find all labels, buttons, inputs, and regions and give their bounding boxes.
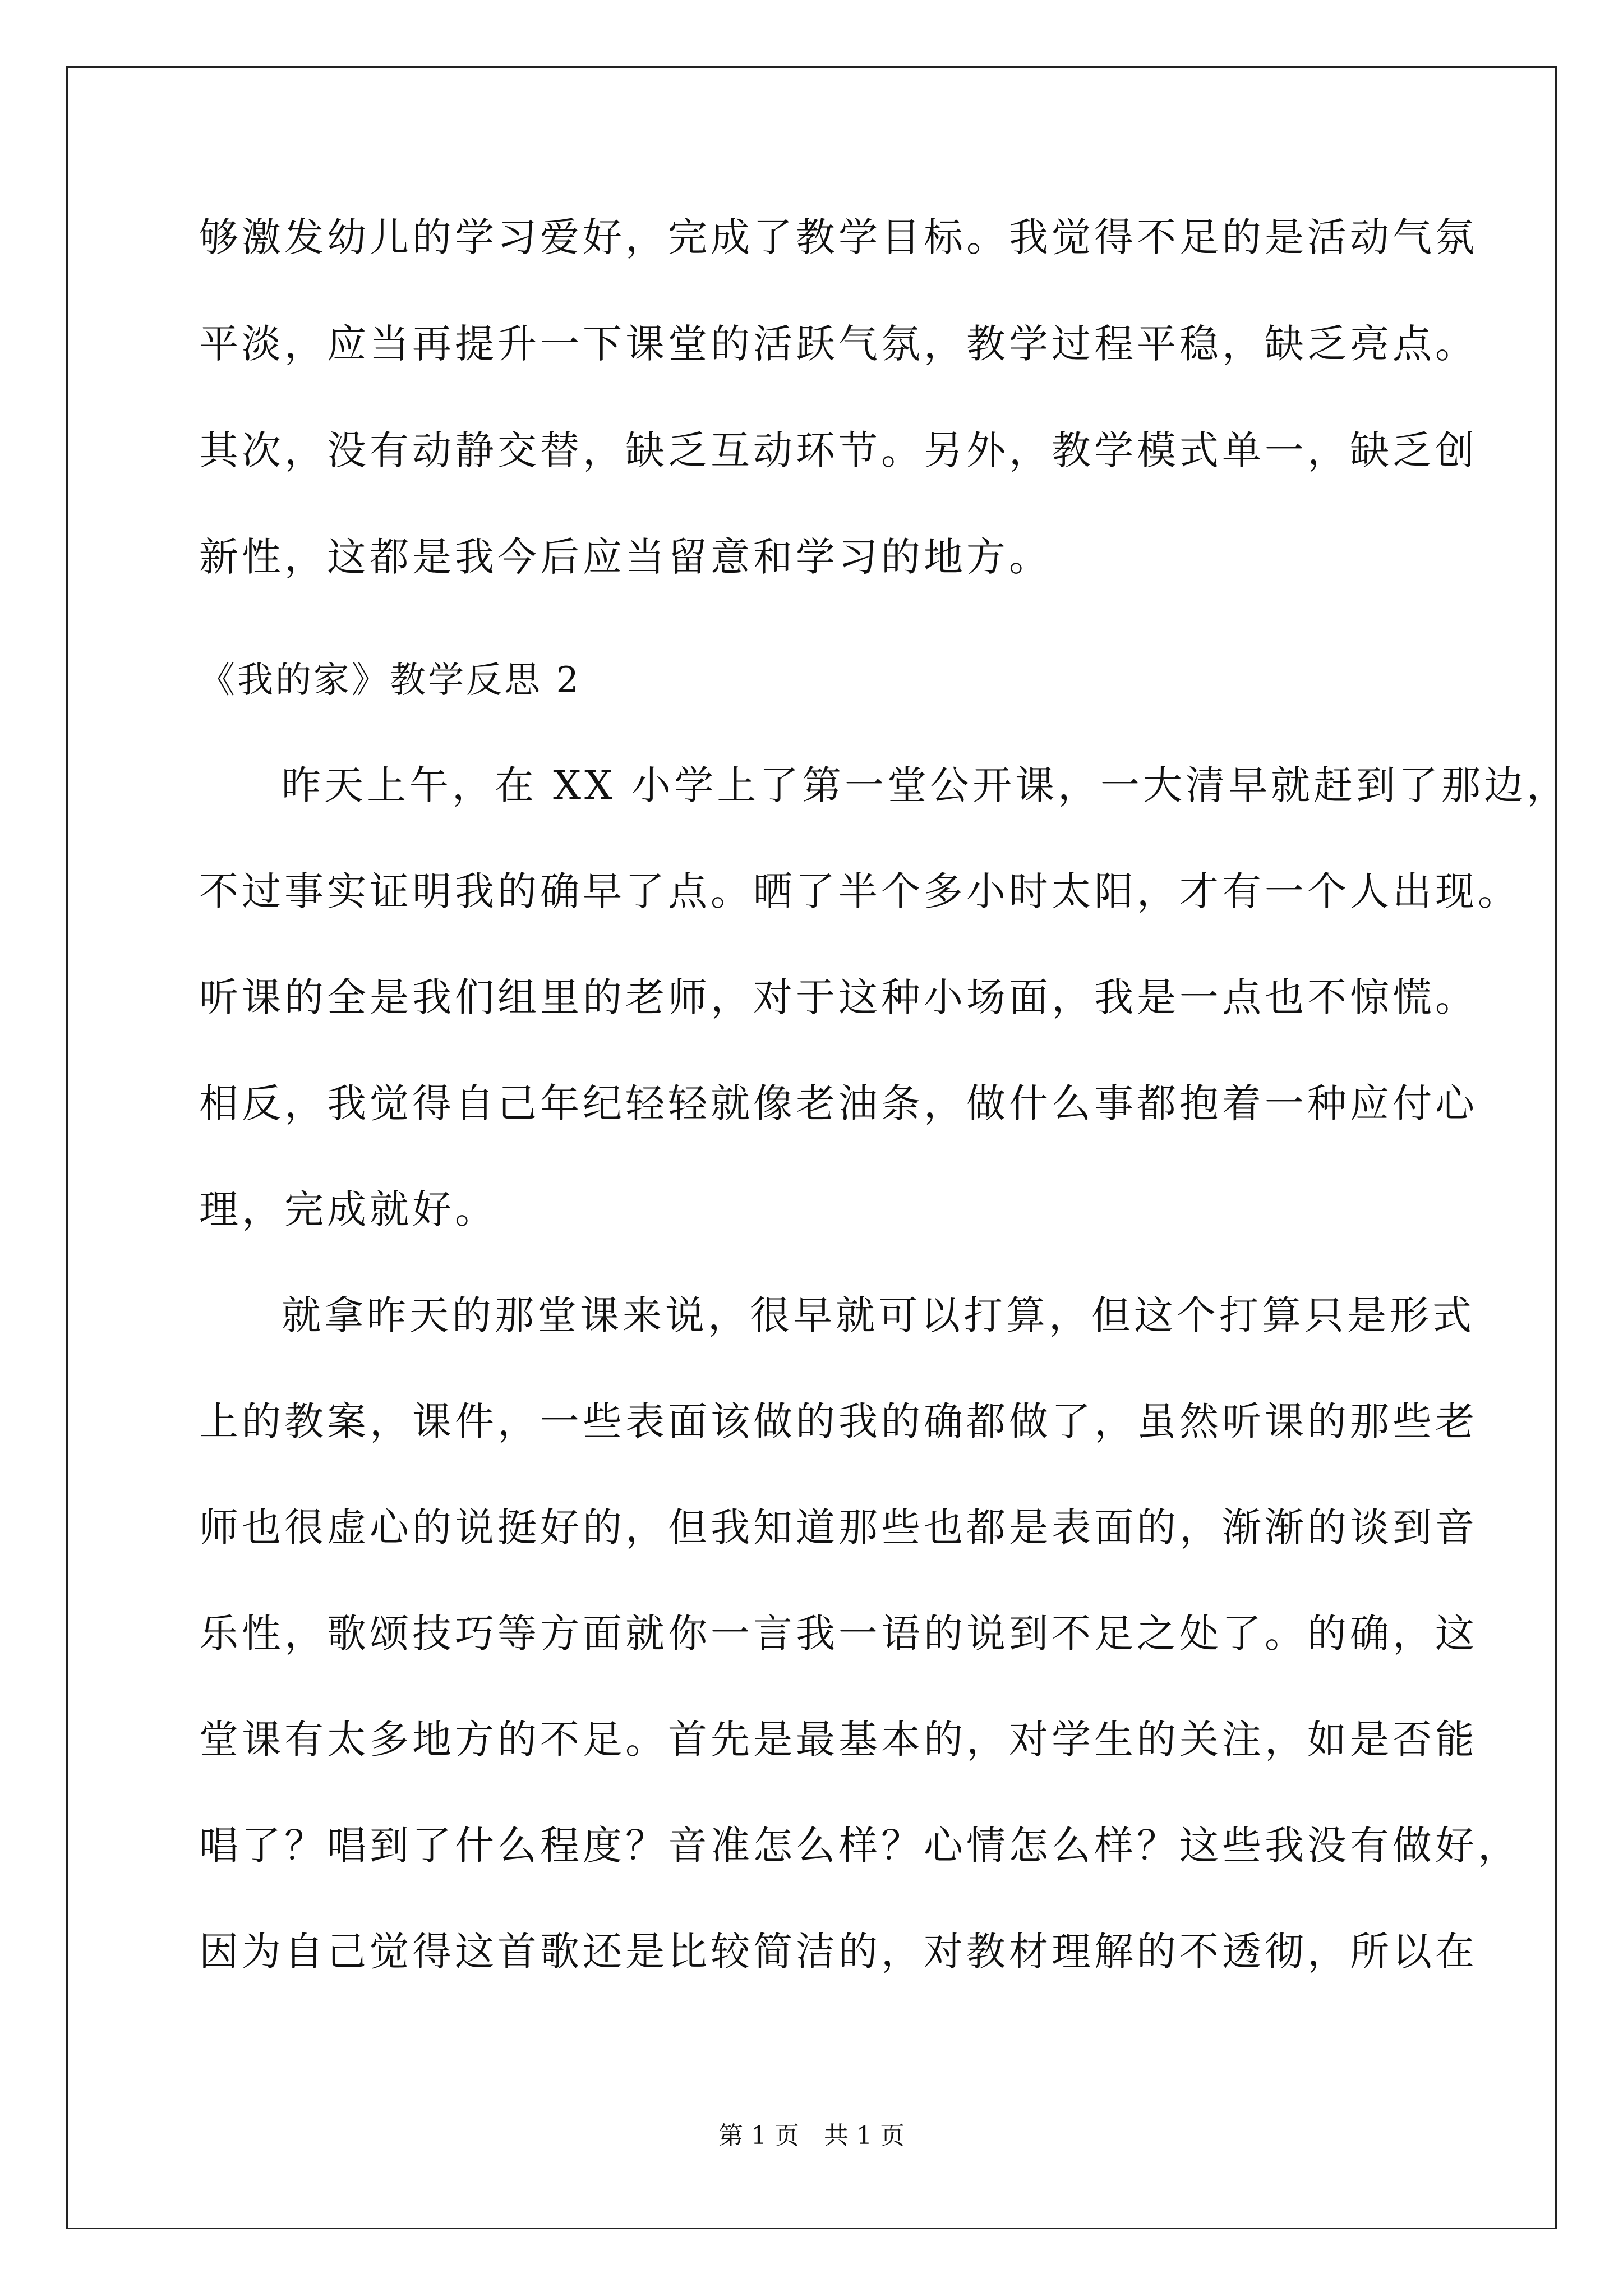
text-line-11: 就拿昨天的那堂课来说，很早就可以打算，但这个打算只是形式	[282, 1292, 1475, 1338]
text-line-8: 听课的全是我们组里的老师，对于这种小场面，我是一点也不惊慌。	[199, 974, 1478, 1020]
page-footer	[0, 2120, 1623, 2152]
text-line-17: 因为自己觉得这首歌还是比较简洁的，对教材理解的不透彻，所以在	[199, 1929, 1478, 1975]
text-line-3: 其次，没有动静交替，缺乏互动环节。另外，教学模式单一，缺乏创	[199, 427, 1478, 473]
page-total: 共 1 页	[824, 2122, 905, 2150]
text-line-14: 乐性，歌颂技巧等方面就你一言我一语的说到不足之处了。的确，这	[199, 1611, 1478, 1657]
text-line-4: 新性，这都是我今后应当留意和学习的地方。	[199, 534, 1052, 580]
page-frame	[66, 66, 1557, 2229]
text-line-15: 堂课有太多地方的不足。首先是最基本的，对学生的关注，如是否能	[199, 1717, 1478, 1763]
text-line-2: 平淡，应当再提升一下课堂的活跃气氛，教学过程平稳，缺乏亮点。	[199, 321, 1478, 367]
text-line-10: 理，完成就好。	[199, 1186, 497, 1232]
page-number: 第 1 页	[718, 2122, 799, 2150]
text-line-16: 唱了？唱到了什么程度？音准怎么样？心情怎么样？这些我没有做好，	[199, 1823, 1520, 1869]
text-line-9: 相反，我觉得自己年纪轻轻就像老油条，做什么事都抱着一种应付心	[199, 1080, 1478, 1126]
text-line-12: 上的教案，课件，一些表面该做的我的确都做了，虽然听课的那些老	[199, 1398, 1478, 1444]
section-heading: 《我的家》教学反思 2	[199, 660, 582, 701]
text-line-6: 昨天上午，在 XX 小学上了第一堂公开课，一大清早就赶到了那边，	[282, 762, 1570, 808]
text-line-7: 不过事实证明我的确早了点。晒了半个多小时太阳，才有一个人出现。	[199, 868, 1520, 914]
text-line-13: 师也很虚心的说挺好的，但我知道那些也都是表面的，渐渐的谈到音	[199, 1504, 1478, 1550]
text-line-1: 够激发幼儿的学习爱好，完成了教学目标。我觉得不足的是活动气氛	[199, 214, 1478, 260]
